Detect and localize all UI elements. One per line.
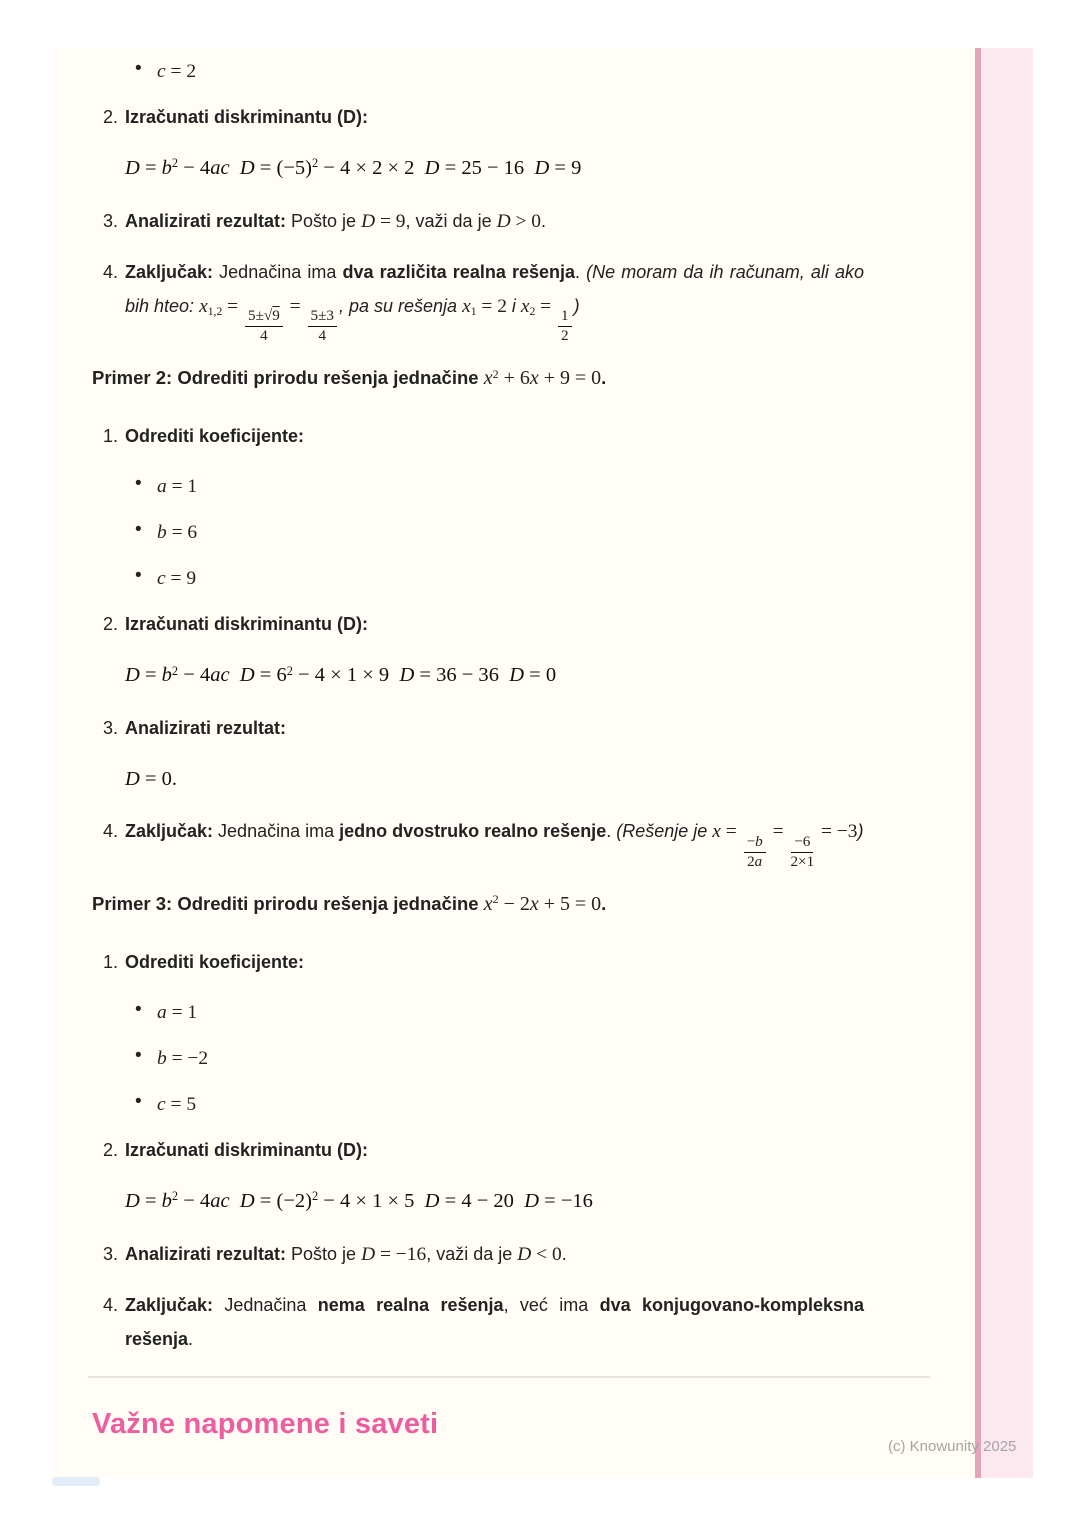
bullet-dot: • [135,58,142,79]
item-number: 2. [103,1139,119,1160]
item-text [157,61,196,81]
text-run: + 5 = 0 [538,892,602,915]
bullet-dot: • [135,473,142,495]
text-run [561,327,569,345]
text-run [230,1190,240,1212]
text-run: 1 [470,304,477,318]
text-run: . [541,211,547,231]
text-run: = 5 [165,1093,197,1115]
math-line [125,657,937,695]
text-run: Odrediti koeficijente: [125,951,305,972]
text-run: , važi da je [405,211,497,231]
text-run: 2 [286,663,293,678]
text-run: D [125,768,140,791]
item-number: 3. [103,211,119,231]
text-run: x [529,367,539,390]
item-text [125,211,546,231]
text-run: , važi da je [426,1243,518,1264]
text-run: dva različita realna rešenja [342,262,576,282]
bullet-dot: • [135,1044,142,1066]
item-text [125,614,368,634]
item-number: 4. [103,262,119,282]
text-run: D [399,664,415,687]
text-run [308,308,337,345]
text-run: 2×1 [790,852,815,870]
text-run: ) [573,296,580,316]
text-run [230,664,240,686]
item-text [125,426,304,446]
text-run: D [424,1189,440,1212]
text-run: D [125,664,140,687]
bullet-item [92,469,896,504]
text-run: = [720,821,742,843]
bullet-item [92,515,896,550]
numbered-item [92,945,864,979]
bullet-item [92,1087,896,1122]
text-run: D [361,1243,376,1265]
bullet-dot: • [135,1090,142,1112]
text-run: D [125,1189,140,1212]
text-run: > 0 [510,211,542,232]
text-run: = 2 [476,296,512,317]
text-run: D [424,157,440,179]
text-run: a [754,852,763,870]
text-run: . [188,1328,194,1349]
numbered-item [92,1133,864,1167]
text-run [790,834,814,871]
text-run: Primer 3: Odrediti prirodu rešenja jednačine [92,892,484,914]
math-line [125,761,937,798]
page-edge-smudge [52,1477,100,1486]
text-run: Zaključak: [125,262,214,282]
text-run: − 4 [178,664,211,687]
text-run: − 4 × 1 × 5 [318,1189,425,1212]
text-run [245,308,283,345]
text-run: − 4 × 2 × 2 [318,157,425,179]
text-run: − [746,832,756,850]
text-run [318,327,326,345]
text-run: 4 [318,327,327,345]
text-run: Pošto je [286,211,362,231]
text-run: Izračunati diskriminantu (D): [125,614,369,635]
text-run: Zaključak: [125,821,214,842]
text-run: 5± [248,307,264,325]
text-run: , već ima [503,1294,600,1315]
text-run: 1,2 [207,304,223,318]
text-run: x [462,296,471,317]
text-run: x [520,296,530,317]
text-run [260,327,268,345]
content-column [92,54,937,1444]
item-number: 3. [103,718,119,739]
text-run: Analizirati rezultat: [125,1243,287,1264]
text-run: a [157,476,167,498]
text-run: = 36 − 36 [414,664,510,687]
numbered-item [92,255,864,345]
text-run: D [125,157,140,179]
text-run: = 6 [254,664,287,687]
text-run: = 0. [139,768,178,791]
text-run: 2 [171,156,179,171]
numbered-item [92,204,864,239]
text-run: = [767,821,789,843]
text-run: D [517,1243,532,1265]
item-text [157,1048,208,1068]
item-text [125,718,286,738]
bullet-dot: • [135,998,142,1020]
text-run: = −3 [816,821,858,843]
text-run: (Ne moram da ih računam, ali ako bih hteo: [125,262,865,316]
text-run: Zaključak: [125,1294,214,1315]
text-run: = 0 [524,664,557,687]
text-run: b [161,1189,172,1212]
item-number: 1. [103,951,119,972]
text-run: 5±3 [310,307,334,325]
item-text [157,1094,196,1114]
text-run: Jednačina ima [213,262,343,282]
text-run: = 9 [375,211,406,232]
text-run [308,308,337,327]
text-run: c [157,1093,166,1115]
text-run: + 9 = 0 [538,367,602,390]
text-run: D [239,1189,255,1212]
page [54,48,1033,1478]
text-run: . [601,892,607,914]
text-run: 2 [311,156,319,171]
text-run: Odrediti koeficijente: [125,426,305,447]
notes-heading: Važne napomene i saveti [92,1407,439,1440]
accent-bar [975,48,1033,1478]
text-run: dva konjugovano-kompleksna rešenja [125,1294,864,1349]
text-run: ac [210,157,230,179]
text-run: D [509,664,525,687]
text-run: < 0 [531,1243,562,1265]
text-run: − 4 [178,157,211,179]
item-text [125,952,304,972]
text-run: Izračunati diskriminantu (D): [125,1139,369,1160]
example-2-heading [92,361,937,397]
item-text [157,1002,197,1022]
text-run: b [755,832,763,850]
text-run: Analizirati rezultat: [125,718,287,739]
item-text [125,1140,368,1160]
watermark: (c) Knowunity 2025 [888,1438,1017,1455]
bullet-item [92,561,896,596]
item-number: 3. [103,1243,119,1264]
text-run: = [284,296,306,317]
text-run: = −16 [375,1243,427,1265]
text-run: a [157,1001,167,1023]
item-number: 2. [103,614,119,635]
text-run: −6 [794,832,811,850]
divider [88,1376,930,1378]
text-run: = 25 − 16 [439,157,535,179]
text-run: = 2 [165,61,197,82]
text-run [744,834,766,871]
text-run: = −16 [539,1189,593,1212]
text-run: x [483,367,493,390]
text-run [245,308,283,327]
text-run: = [139,1189,162,1212]
text-run: . [606,821,617,842]
text-run: Primer 2: Odrediti prirodu rešenja jednačine [92,367,484,389]
item-text [125,1295,864,1349]
text-run: √ [263,307,273,325]
text-run [558,308,572,345]
text-run: nema realna rešenja [317,1294,504,1315]
text-run: 9 [272,307,280,325]
item-text [157,476,197,496]
text-run: ) [857,821,864,842]
text-run: Jednačina ima [213,821,340,842]
item-number: 1. [103,426,119,447]
text-run: 2 [171,1188,179,1203]
text-run [264,307,280,324]
text-run: 1 [560,307,569,325]
numbered-item [92,100,864,134]
item-text [125,1244,567,1264]
item-number: 2. [103,107,119,127]
text-run: 2 [492,892,499,907]
text-run: ac [210,664,230,687]
text-run [747,853,762,871]
text-run: c [157,61,166,82]
numbered-item [92,1237,864,1272]
numbered-item [92,419,864,453]
text-run: = 6 [166,522,198,544]
text-run: = −2 [166,1047,209,1069]
item-number: 4. [103,1294,119,1315]
bullet-item [92,995,896,1030]
text-run: b [157,522,167,544]
text-run: D [534,157,550,179]
text-run: − 4 × 1 × 9 [292,664,400,687]
text-run: b [157,1047,167,1069]
item-text [157,568,196,588]
numbered-item [92,607,864,641]
text-run: x [199,296,208,317]
text-run [230,157,240,179]
bullet-item [92,1041,896,1076]
text-run: 2 [311,1188,319,1203]
text-run: = [535,296,556,317]
text-run: = (−2) [254,1189,312,1212]
text-run: ac [210,1189,230,1212]
text-run: D [496,211,511,232]
text-run: = 9 [165,568,197,590]
text-run: + 6 [498,367,530,390]
numbered-item [92,711,864,745]
item-text [125,262,865,345]
text-run: 2 [529,304,536,318]
text-run: = 4 − 20 [439,1189,525,1212]
text-run: = [139,157,162,179]
text-run: Analizirati rezultat: [125,211,287,231]
text-run: , pa su rešenja [338,296,463,316]
text-run: x [529,892,539,915]
text-run: . [561,1243,567,1264]
text-run: b [161,157,172,179]
text-run: = 1 [166,476,198,498]
text-run: 2 [171,663,179,678]
text-run: = 1 [166,1001,198,1023]
math-line [125,150,937,188]
text-run: = [139,664,162,687]
item-text [157,522,197,542]
bullet-dot: • [135,519,142,541]
numbered-item [92,1288,864,1356]
item-text [125,107,368,127]
text-run [558,308,572,327]
text-run: = [222,296,243,317]
text-run: x [712,821,721,843]
text-run: Izračunati diskriminantu (D): [125,107,369,127]
text-run: 2 [560,327,569,345]
text-run: . [575,262,587,282]
text-run: D [524,1189,540,1212]
text-run [791,834,813,853]
text-run: D [239,157,255,179]
text-run: i [511,296,521,316]
text-run: 2 [747,852,755,870]
text-run: D [239,664,255,687]
text-run: − 4 [178,1189,211,1212]
text-run: (Rešenje je [616,821,708,842]
item-number: 4. [103,821,119,842]
text-run: c [157,568,166,590]
text-run: jedno dvostruko realno rešenje [339,821,607,842]
numbered-item [92,814,864,870]
text-run: . [601,367,607,389]
bullet-dot: • [135,565,142,587]
text-run: Pošto je [286,1243,362,1264]
text-run: D [361,211,376,232]
text-run: b [161,664,172,687]
text-run [790,853,814,871]
text-run: = (−5) [254,157,312,179]
bullet-item [92,54,896,89]
math-line [125,1183,937,1221]
text-run: 2 [492,366,499,381]
example-3-heading [92,887,937,923]
text-run: Jednačina [213,1294,318,1315]
text-run [744,834,766,853]
text-run: 4 [260,327,268,345]
text-run: − 2 [498,892,530,915]
text-run: = 9 [549,157,582,179]
text-run: x [483,892,493,915]
